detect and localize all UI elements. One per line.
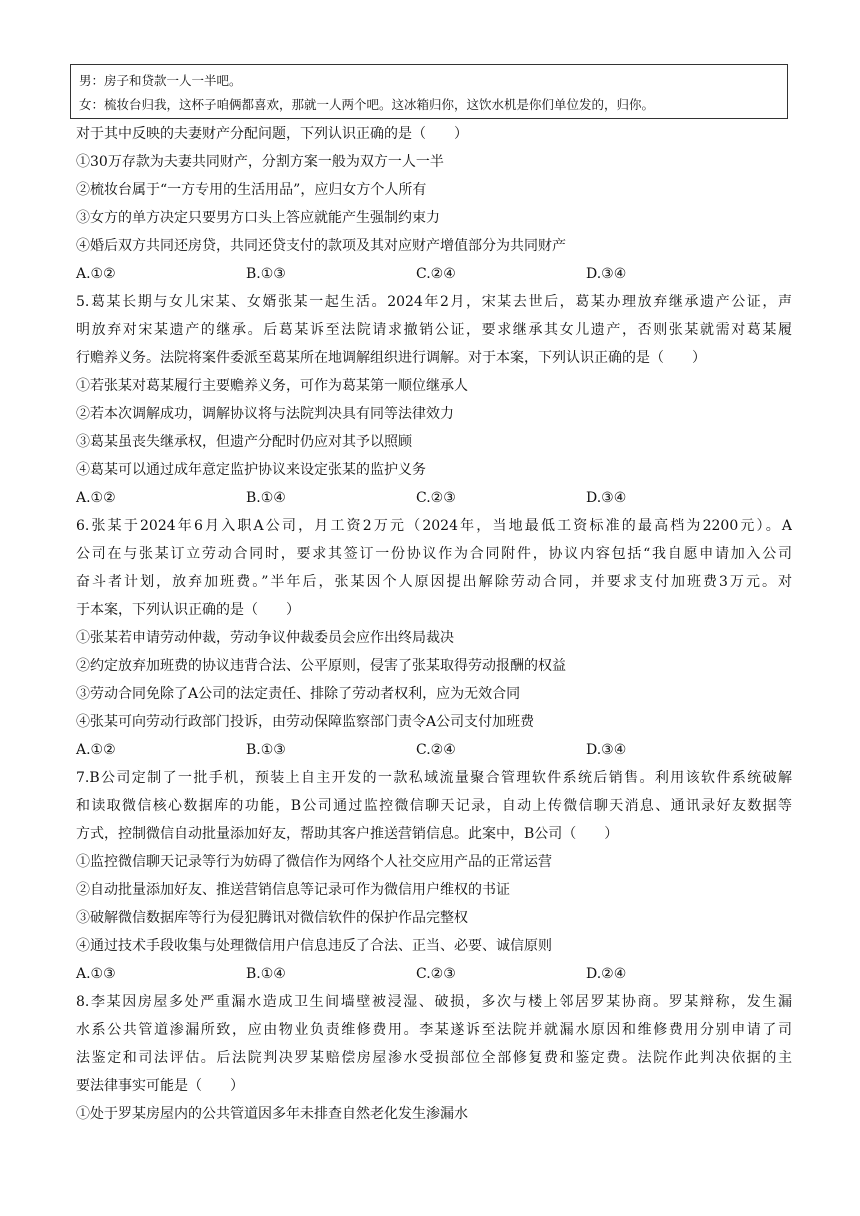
dialogue-female-line: 女：梳妆台归我，这杯子咱俩都喜欢，那就一人两个吧。这冰箱归你，这饮水机是你们单位发的，归你。 bbox=[79, 97, 655, 112]
q5-stem-line-1: 5.葛某长期与女儿宋某、女婿张某一起生活。2024年2月，宋某去世后，葛某办理放弃继承遗产公证，声 bbox=[76, 294, 792, 310]
q5-stem-line-3: 行赡养义务。法院将案件委派至葛某所在地调解组织进行调解。对于本案，下列认识正确的是（ ） bbox=[76, 350, 706, 366]
q5-option-b: B.①④ bbox=[246, 490, 286, 506]
q5-item-4: ④葛某可以通过成年意定监护协议来设定张某的监护义务 bbox=[76, 462, 426, 478]
q6-option-d: D.③④ bbox=[586, 742, 627, 758]
q6-item-3: ③劳动合同免除了A公司的法定责任、排除了劳动者权利，应为无效合同 bbox=[76, 686, 521, 702]
q4-option-b: B.①③ bbox=[246, 266, 286, 282]
q4-options bbox=[76, 260, 792, 288]
q6-stem-line-3: 奋斗者计划，放弃加班费。”半年后，张某因个人原因提出解除劳动合同，并要求支付加班费3万元。对 bbox=[76, 574, 792, 590]
q4-item-4: ④婚后双方共同还房贷，共同还贷支付的款项及其对应财产增值部分为共同财产 bbox=[76, 238, 566, 254]
q8-stem-line-1: 8.李某因房屋多处严重漏水造成卫生间墙壁被浸湿、破损，多次与楼上邻居罗某协商。罗某辩称，发生漏 bbox=[76, 994, 792, 1010]
q5-item-2: ②若本次调解成功，调解协议将与法院判决具有同等法律效力 bbox=[76, 406, 454, 422]
q7-stem-line-3: 方式，控制微信自动批量添加好友，帮助其客户推送营销信息。此案中，B公司（ ） bbox=[76, 826, 619, 842]
q5-item-3: ③葛某虽丧失继承权，但遗产分配时仍应对其予以照顾 bbox=[76, 434, 412, 450]
q7-option-b: B.①④ bbox=[246, 966, 286, 982]
q6-stem-line-1: 6.张某于2024年6月入职A公司，月工资2万元（2024年，当地最低工资标准的最高档为2200元）。A bbox=[76, 518, 792, 534]
q7-item-2: ②自动批量添加好友、推送营销信息等记录可作为微信用户维权的书证 bbox=[76, 882, 510, 898]
q8-stem-line-2: 水系公共管道渗漏所致，应由物业负责维修费用。李某遂诉至法院并就漏水原因和维修费用分别申请了司 bbox=[76, 1022, 792, 1038]
q7-option-a: A.①③ bbox=[76, 966, 116, 982]
q5-stem-line-2: 明放弃对宋某遗产的继承。后葛某诉至法院请求撤销公证，要求继承其女儿遗产，否则张某就需对葛某履 bbox=[76, 322, 792, 338]
q7-item-3: ③破解微信数据库等行为侵犯腾讯对微信软件的保护作品完整权 bbox=[76, 910, 468, 926]
q6-option-c: C.②④ bbox=[416, 742, 456, 758]
q7-item-4: ④通过技术手段收集与处理微信用户信息违反了合法、正当、必要、诚信原则 bbox=[76, 938, 552, 954]
q7-option-d: D.②④ bbox=[586, 966, 627, 982]
dialogue-male-line: 男：房子和贷款一人一半吧。 bbox=[79, 73, 242, 88]
dialogue-box bbox=[70, 64, 788, 119]
q4-stem: 对于其中反映的夫妻财产分配问题，下列认识正确的是（ ） bbox=[76, 126, 468, 142]
q4-option-d: D.③④ bbox=[586, 266, 627, 282]
q8-item-1: ①处于罗某房屋内的公共管道因多年未排查自然老化发生渗漏水 bbox=[76, 1106, 468, 1122]
q8-stem-line-3: 法鉴定和司法评估。后法院判决罗某赔偿房屋渗水受损部位全部修复费和鉴定费。法院作此判决依据的主 bbox=[76, 1050, 792, 1066]
q5-option-a: A.①② bbox=[76, 490, 116, 506]
q7-option-c: C.②③ bbox=[416, 966, 456, 982]
q7-options bbox=[76, 960, 792, 988]
q4-item-2: ②梳妆台属于“一方专用的生活用品”，应归女方个人所有 bbox=[76, 182, 427, 198]
q8-stem-line-4: 要法律事实可能是（ ） bbox=[76, 1078, 244, 1094]
q4-option-c: C.②④ bbox=[416, 266, 456, 282]
q5-item-1: ①若张某对葛某履行主要赡养义务，可作为葛某第一顺位继承人 bbox=[76, 378, 468, 394]
question-content bbox=[76, 120, 792, 1128]
q6-item-2: ②约定放弃加班费的协议违背合法、公平原则，侵害了张某取得劳动报酬的权益 bbox=[76, 658, 566, 674]
q6-option-a: A.①② bbox=[76, 742, 116, 758]
q6-item-4: ④张某可向劳动行政部门投诉，由劳动保障监察部门责令A公司支付加班费 bbox=[76, 714, 535, 730]
q6-item-1: ①张某若申请劳动仲裁，劳动争议仲裁委员会应作出终局裁决 bbox=[76, 630, 454, 646]
q7-item-1: ①监控微信聊天记录等行为妨碍了微信作为网络个人社交应用产品的正常运营 bbox=[76, 854, 552, 870]
q7-stem-line-1: 7.B公司定制了一批手机，预装上自主开发的一款私域流量聚合管理软件系统后销售。利用该软件系统破解 bbox=[76, 770, 792, 786]
q6-option-b: B.①③ bbox=[246, 742, 286, 758]
q6-stem-line-2: 公司在与张某订立劳动合同时，要求其签订一份协议作为合同附件，协议内容包括“我自愿申请加入公司 bbox=[76, 546, 792, 562]
q6-stem-line-4: 于本案，下列认识正确的是（ ） bbox=[76, 602, 300, 618]
q5-option-d: D.③④ bbox=[586, 490, 627, 506]
q6-options bbox=[76, 736, 792, 764]
q4-item-3: ③女方的单方决定只要男方口头上答应就能产生强制约束力 bbox=[76, 210, 440, 226]
q7-stem-line-2: 和读取微信核心数据库的功能，B公司通过监控微信聊天记录，自动上传微信聊天消息、通讯录好友数据等 bbox=[76, 798, 792, 814]
q5-option-c: C.②③ bbox=[416, 490, 456, 506]
q5-options bbox=[76, 484, 792, 512]
q4-item-1: ①30万存款为夫妻共同财产，分割方案一般为双方一人一半 bbox=[76, 154, 444, 170]
q4-option-a: A.①② bbox=[76, 266, 116, 282]
